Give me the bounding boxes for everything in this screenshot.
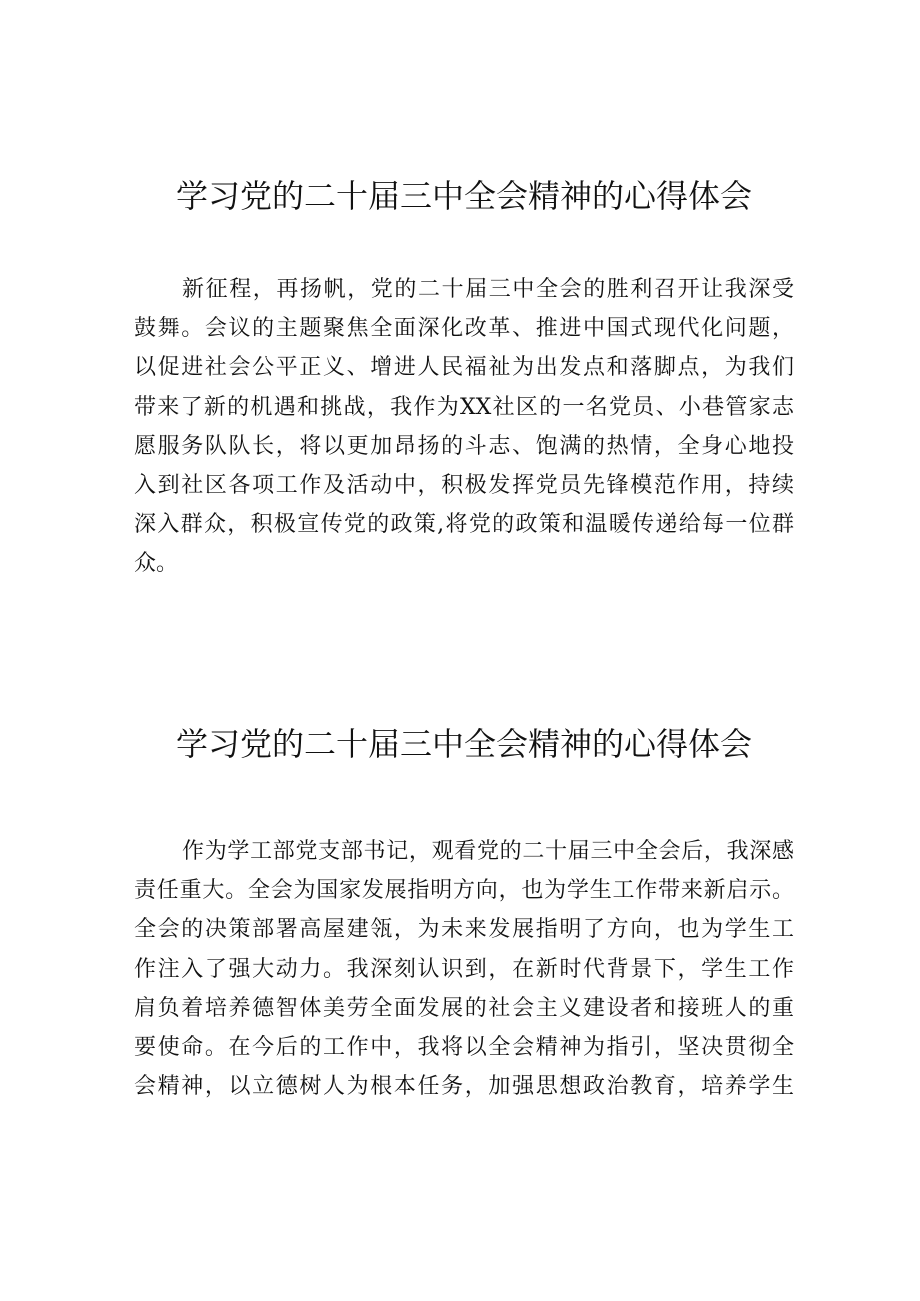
body-line: 入到社区各项工作及活动中，积极发挥党员先锋模范作用，持续 [134, 472, 794, 498]
body-line: 肩负着培养德智体美劳全面发展的社会主义建设者和接班人的重 [134, 995, 794, 1021]
article-title: 学习党的二十届三中全会精神的心得体会 [175, 725, 752, 763]
body-line: 全会的决策部署高屋建瓴，为未来发展指明了方向，也为学生工 [134, 917, 794, 943]
article-section-2 [134, 714, 794, 1106]
body-line: 愿服务队队长，将以更加昂扬的斗志、饱满的热情，全身心地投 [134, 433, 794, 459]
article-body [134, 832, 794, 1106]
body-line: 会精神，以立德树人为根本任务，加强思想政治教育，培养学生 [134, 1074, 794, 1100]
body-line: 鼓舞。会议的主题聚焦全面深化改革、推进中国式现代化问题， [134, 316, 794, 342]
article-section-1 [134, 166, 794, 584]
body-line: 作为学工部党支部书记，观看党的二十届三中全会后，我深感 [182, 839, 794, 864]
article-title: 学习党的二十届三中全会精神的心得体会 [175, 177, 752, 215]
body-line: 责任重大。全会为国家发展指明方向，也为学生工作带来新启示。 [134, 878, 794, 904]
body-line: 带来了新的机遇和挑战，我作为XX社区的一名党员、小巷管家志 [134, 394, 794, 420]
body-line: 新征程，再扬帆，党的二十届三中全会的胜利召开让我深受 [182, 277, 794, 302]
body-line: 众。 [134, 551, 179, 577]
body-line: 以促进社会公平正义、增进人民福祉为出发点和落脚点，为我们 [134, 355, 794, 381]
body-line: 深入群众，积极宣传党的政策,将党的政策和温暖传递给每一位群 [134, 512, 794, 538]
article-body [134, 270, 794, 584]
body-line: 要使命。在今后的工作中，我将以全会精神为指引，坚决贯彻全 [134, 1034, 794, 1060]
body-line: 作注入了强大动力。我深刻认识到，在新时代背景下，学生工作 [134, 956, 794, 982]
